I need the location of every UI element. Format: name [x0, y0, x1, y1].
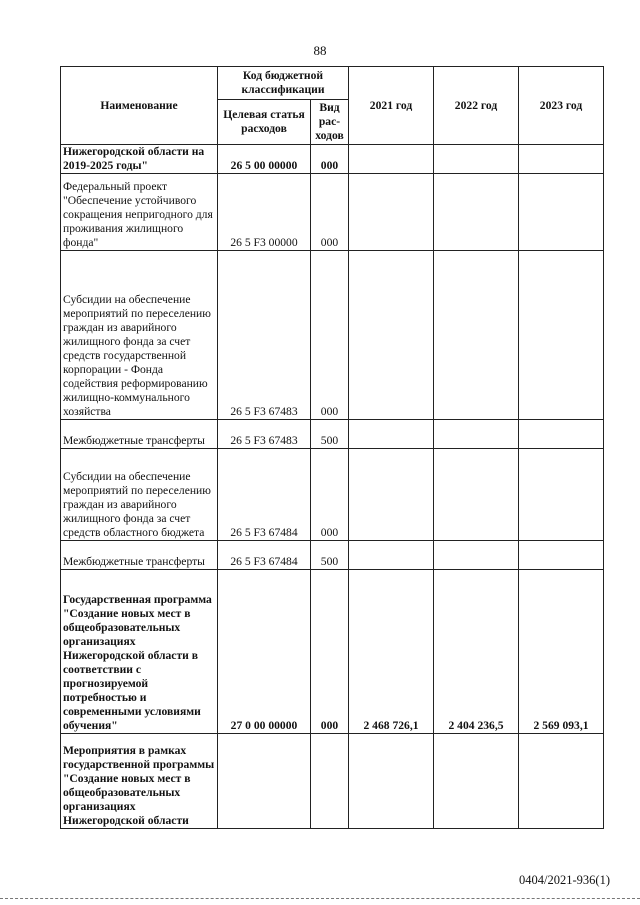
cell-2022: [434, 541, 519, 570]
cell-2022: 2 404 236,5: [434, 570, 519, 734]
table-row: [61, 541, 604, 570]
table-header: [61, 67, 604, 145]
cell-target-code: [218, 734, 311, 829]
table-row: [61, 420, 604, 449]
table-row: [61, 145, 604, 174]
cell-2022: [434, 251, 519, 420]
cell-2023: [519, 734, 604, 829]
cell-name: Субсидии на обеспечение мероприятий по переселению граждан из аварийного жилищного фонда за счет средств государственной корпорации - Фонда содействия реформированию жилищно-коммунального хозяйства: [61, 251, 218, 420]
cell-expense-kind: 000: [311, 145, 349, 174]
cell-expense-kind: 000: [311, 251, 349, 420]
cell-2022: [434, 449, 519, 541]
cell-2021: 2 468 726,1: [349, 570, 434, 734]
header-2022: 2022 год: [434, 67, 519, 145]
cell-2021: [349, 174, 434, 251]
cell-2023: [519, 420, 604, 449]
cell-2023: [519, 174, 604, 251]
table-row: [61, 251, 604, 420]
cell-2022: [434, 420, 519, 449]
cell-2023: [519, 541, 604, 570]
cell-2021: [349, 420, 434, 449]
cell-target-code: 26 5 F3 67483: [218, 420, 311, 449]
cell-expense-kind: 000: [311, 570, 349, 734]
cell-name: Федеральный проект "Обеспечение устойчивого сокращения непригодного для проживания жилищного фонда": [61, 174, 218, 251]
cell-2021: [349, 541, 434, 570]
cell-2023: [519, 251, 604, 420]
cell-name: Межбюджетные трансферты: [61, 541, 218, 570]
table-row: [61, 734, 604, 829]
cell-2021: [349, 449, 434, 541]
cell-target-code: 26 5 F3 67484: [218, 541, 311, 570]
page-number: 88: [313, 43, 327, 58]
cell-expense-kind: 500: [311, 541, 349, 570]
cell-2022: [434, 145, 519, 174]
cell-2021: [349, 251, 434, 420]
table-body: [61, 145, 604, 829]
budget-table: [60, 66, 604, 829]
scan-edge-line: [0, 898, 640, 900]
cell-2022: [434, 174, 519, 251]
header-kind: Вид рас-ходов: [311, 100, 349, 145]
cell-name: Межбюджетные трансферты: [61, 420, 218, 449]
cell-2021: [349, 145, 434, 174]
header-name: Наименование: [61, 67, 218, 145]
cell-name: Мероприятия в рамках государственной программы "Создание новых мест в общеобразовательных организациях Нижегородской области: [61, 734, 218, 829]
cell-name: Субсидии на обеспечение мероприятий по переселению граждан из аварийного жилищного фонда за счет средств областного бюджета: [61, 449, 218, 541]
header-code-group: Код бюджетной классификации: [218, 67, 349, 100]
header-2023: 2023 год: [519, 67, 604, 145]
header-target: Целевая статья расходов: [218, 100, 311, 145]
cell-target-code: 26 5 00 00000: [218, 145, 311, 174]
cell-2023: [519, 145, 604, 174]
cell-target-code: 26 5 F3 00000: [218, 174, 311, 251]
cell-expense-kind: 000: [311, 174, 349, 251]
cell-2022: [434, 734, 519, 829]
cell-target-code: 27 0 00 00000: [218, 570, 311, 734]
cell-expense-kind: [311, 734, 349, 829]
table-row: [61, 570, 604, 734]
document-id: 0404/2021-936(1): [519, 873, 610, 887]
table-row: [61, 174, 604, 251]
cell-name: Государственная программа "Создание новых мест в общеобразовательных организациях Нижегородской области в соответствии с прогнозируемой потребностью и современными условиями обучения": [61, 570, 218, 734]
cell-expense-kind: 500: [311, 420, 349, 449]
cell-2023: [519, 449, 604, 541]
cell-target-code: 26 5 F3 67484: [218, 449, 311, 541]
header-2021: 2021 год: [349, 67, 434, 145]
cell-target-code: 26 5 F3 67483: [218, 251, 311, 420]
cell-2021: [349, 734, 434, 829]
cell-name: Нижегородской области на 2019-2025 годы": [61, 145, 218, 174]
table-row: [61, 449, 604, 541]
cell-expense-kind: 000: [311, 449, 349, 541]
cell-2023: 2 569 093,1: [519, 570, 604, 734]
